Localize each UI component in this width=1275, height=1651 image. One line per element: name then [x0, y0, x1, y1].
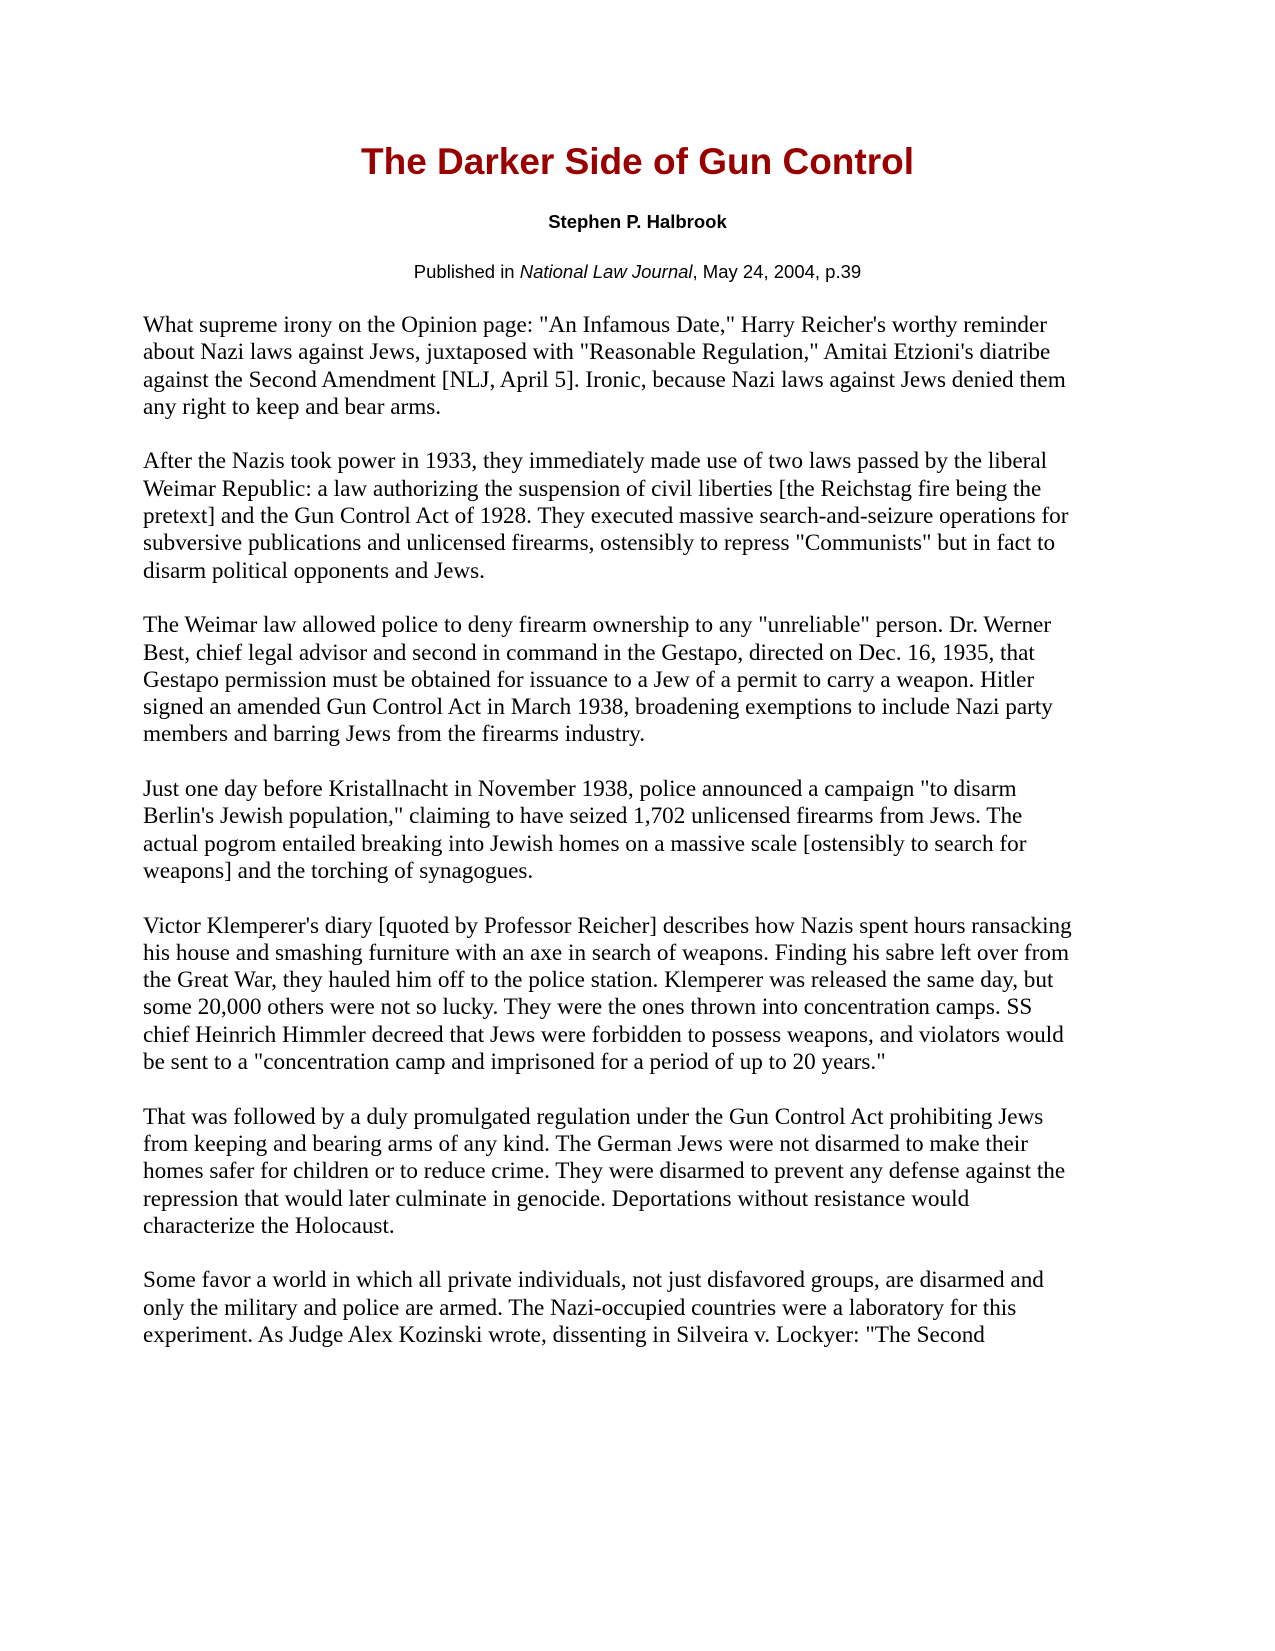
publication-line	[0, 261, 1275, 283]
paragraph: After the Nazis took power in 1933, they immediately made use of two laws passed by the liberal Weimar Republic: a law authorizing the suspension of civil liberties [the Reichstag fire being the pretext] and the Gun Control Act of 1928. They executed massive search-and-seizure operations for subversive publications and unlicensed firearms, ostensibly to repress "Communists" but in fact to disarm political opponents and Jews.	[143, 448, 1069, 584]
paragraph: That was followed by a duly promulgated regulation under the Gun Control Act prohibiting Jews from keeping and bearing arms of any kind. The German Jews were not disarmed to make their homes safer for children or to reduce crime. They were disarmed to prevent any defense against the repression that would later culminate in genocide. Deportations without resistance would characterize the Holocaust.	[143, 1103, 1066, 1239]
author-byline: Stephen P. Halbrook	[548, 211, 727, 232]
paragraph: What supreme irony on the Opinion page: "An Infamous Date," Harry Reicher's worthy reminder about Nazi laws against Jews, juxtaposed with "Reasonable Regulation," Amitai Etzioni's diatribe against the Second Amendment [NLJ, April 5]. Ironic, because Nazi laws against Jews denied them any right to keep and bear arms.	[143, 312, 1066, 420]
article-body	[143, 312, 1073, 1377]
paragraph: Some favor a world in which all private individuals, not just disfavored groups, are disarmed and only the military and police are armed. The Nazi-occupied countries were a laboratory for this experiment. As Judge Alex Kozinski wrote, dissenting in Silveira v. Lockyer: "The Second	[143, 1267, 1044, 1348]
journal-name: National Law Journal	[519, 261, 693, 282]
publication-prefix: Published in	[413, 261, 520, 282]
paragraph: Just one day before Kristallnacht in November 1938, police announced a campaign "to disarm Berlin's Jewish population," claiming to have seized 1,702 unlicensed firearms from Jews. The actual pogrom entailed breaking into Jewish homes on a massive scale [ostensibly to search for weapons] and the torching of synagogues.	[143, 776, 1027, 884]
paragraph: Victor Klemperer's diary [quoted by Professor Reicher] describes how Nazis spent hours ransacking his house and smashing furniture with an axe in search of weapons. Finding his sabre left over from the Great War, they hauled him off to the police station. Klemperer was released the same day, but some 20,000 others were not so lucky. They were the ones thrown into concentration camps. SS chief Heinrich Himmler decreed that Jews were forbidden to possess weapons, and violators would be sent to a "concentration camp and imprisoned for a period of up to 20 years."	[143, 912, 1072, 1076]
document-title: The Darker Side of Gun Control	[361, 141, 914, 182]
publication-suffix: , May 24, 2004, p.39	[692, 261, 862, 282]
paragraph: The Weimar law allowed police to deny firearm ownership to any "unreliable" person. Dr. Werner Best, chief legal advisor and second in command in the Gestapo, directed on Dec. 16, 1935, that Gestapo permission must be obtained for issuance to a Jew of a permit to carry a weapon. Hitler signed an amended Gun Control Act in March 1938, broadening exemptions to include Nazi party members and barring Jews from the firearms industry.	[143, 612, 1053, 748]
